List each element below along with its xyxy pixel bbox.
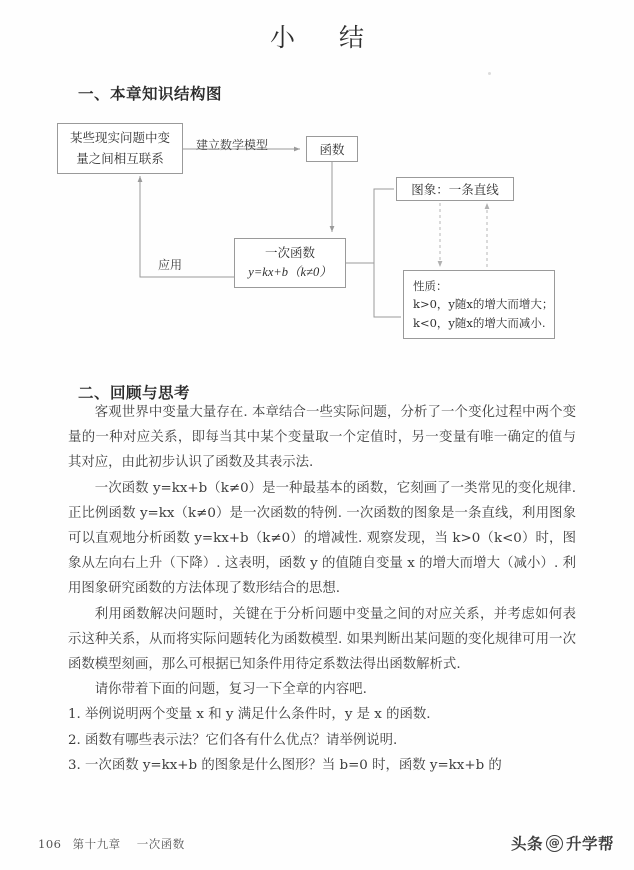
footer-chapter-number: 第十九章 bbox=[72, 837, 121, 851]
diagram-node-linear-function bbox=[234, 238, 346, 288]
scan-speckle bbox=[488, 72, 491, 75]
watermark-account-name: 升学帮 bbox=[565, 835, 614, 853]
watermark-platform: 头条 bbox=[510, 835, 543, 853]
diagram-node-properties bbox=[403, 270, 555, 339]
review-question-1: 1. 举例说明两个变量 x 和 y 满足什么条件时，y 是 x 的函数. bbox=[68, 707, 431, 723]
footer-chapter-title: 一次函数 bbox=[136, 837, 185, 851]
review-question-3: 3. 一次函数 y=kx+b 的图象是什么图形？当 b=0 时，函数 y=kx+b 的 bbox=[68, 757, 502, 773]
node-properties-line-3: k<0，y随x的增大而减小. bbox=[413, 315, 546, 330]
watermark bbox=[511, 832, 614, 854]
page-title: 小 结 bbox=[270, 23, 382, 52]
node-linear-function-line-1: 一次函数 bbox=[264, 245, 315, 261]
footer-page-info bbox=[38, 836, 185, 852]
paragraph-3: 利用函数解决问题时，关键在于分析问题中变量之间的对应关系，并考虑如何表示这种关系，从而将实际问题转化为函数模型. 如果判断出某问题的变化规律可用一次函数模型刻画，那么可根据已知条件用待定系数法得出函数解析式. bbox=[68, 606, 576, 673]
node-graph-label: 图象：一条直线 bbox=[411, 182, 499, 197]
node-linear-function-formula: y=kx+b（k≠0） bbox=[248, 265, 332, 279]
section-heading-structure: 一、本章知识结构图 bbox=[78, 85, 223, 103]
paragraph-2: 一次函数 y=kx+b（k≠0）是一种最基本的函数，它刻画了一类常见的变化规律. 正比例函数 y=kx（k≠0）是一次函数的特例. 一次函数的图象是一条直线，利用图象可以直观地分析函数 y=kx+b（k≠0）的增减性. 观察发现，当 k>0（k<0）时，图象从左向右上升（下降）. 这表明，函数 y 的值随自变量 x 的增大而增大（减小）. 利用图象研究函数的方法体现了数形结合的思想. bbox=[68, 480, 576, 597]
node-properties-line-2: k>0，y随x的增大而增大； bbox=[413, 297, 554, 312]
at-sign-icon: @ bbox=[546, 835, 563, 852]
edge-label-build-model: 建立数学模型 bbox=[196, 138, 269, 152]
diagram-node-real-problem bbox=[57, 123, 183, 174]
node-function-label: 函数 bbox=[319, 142, 345, 157]
diagram-node-graph bbox=[396, 177, 514, 201]
section-heading-review: 二、回顾与思考 bbox=[78, 384, 191, 402]
review-question-2: 2. 函数有哪些表示法？它们各有什么优点？请举例说明. bbox=[68, 732, 398, 748]
node-real-problem-line-1: 某些现实问题中变 bbox=[69, 129, 170, 145]
footer-page-number: 106 bbox=[38, 837, 62, 851]
diagram-node-function bbox=[306, 136, 358, 162]
paragraph-1: 客观世界中变量大量存在. 本章结合一些实际问题，分析了一个变化过程中两个变量的一种对应关系，即每当其中某个变量取一个定值时，另一变量有唯一确定的值与其对应，由此初步认识了函数及其表示法. bbox=[68, 405, 576, 471]
edge-label-apply: 应用 bbox=[158, 258, 183, 272]
body-text-block bbox=[68, 400, 576, 778]
paragraph-4: 请你带着下面的问题，复习一下全章的内容吧. bbox=[94, 682, 367, 698]
knowledge-structure-diagram bbox=[0, 112, 634, 367]
node-properties-line-1: 性质： bbox=[413, 278, 448, 293]
node-real-problem-line-2: 量之间相互联系 bbox=[76, 150, 164, 166]
